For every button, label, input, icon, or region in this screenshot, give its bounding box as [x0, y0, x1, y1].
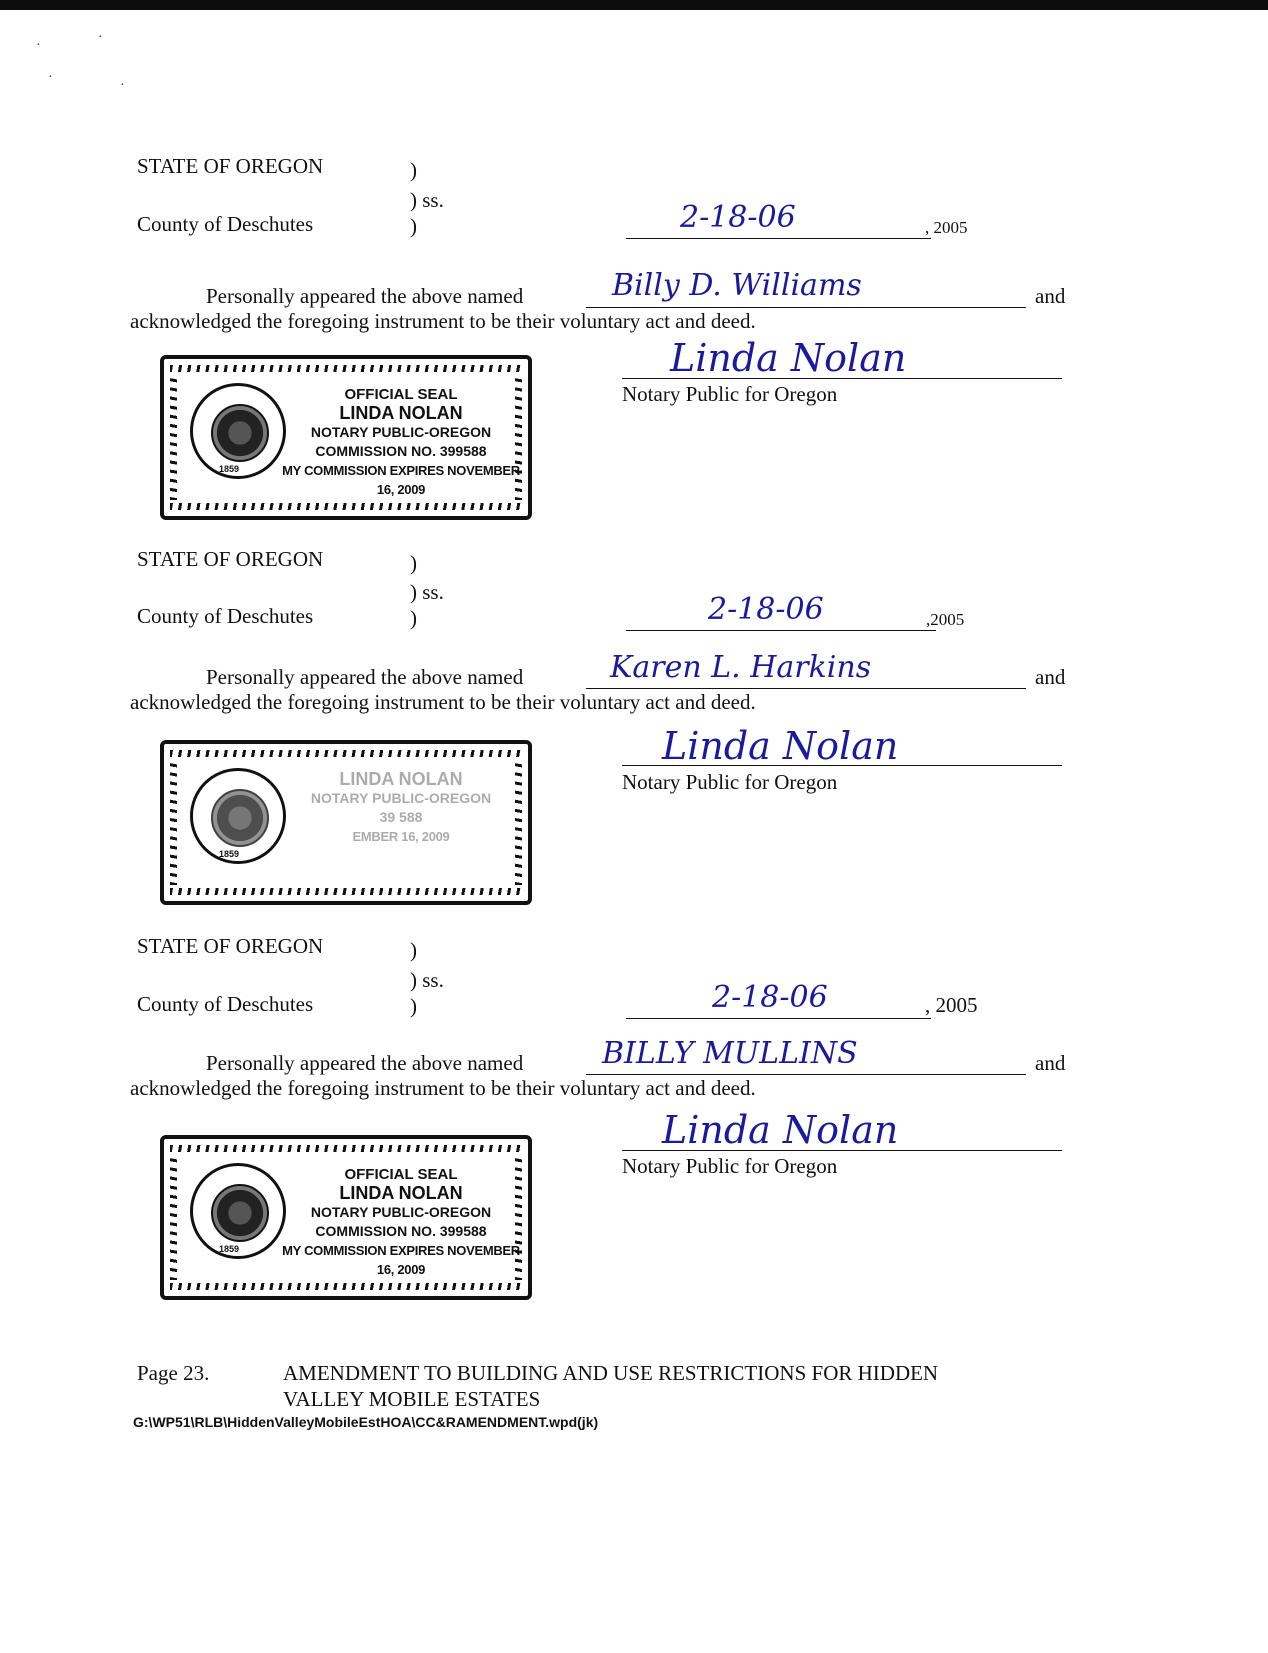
handwritten-date: 2-18-06 [712, 980, 828, 1015]
seal-title: OFFICIAL SEAL [344, 386, 458, 403]
date-line [626, 1018, 931, 1019]
ss-label: ) ss. [410, 968, 444, 992]
venue-paren: ) [410, 214, 417, 238]
name-line [586, 688, 1026, 689]
seal-expiration: EMBER 16, 2009 [352, 829, 450, 844]
notary-seal-stamp [160, 740, 532, 905]
name-line [586, 307, 1026, 308]
year-label: , 2005 [925, 993, 978, 1017]
document-title-line1: AMENDMENT TO BUILDING AND USE RESTRICTIONS FOR HIDDEN [283, 1361, 939, 1385]
venue-paren: ) [410, 994, 417, 1018]
scan-speck: · [48, 70, 53, 85]
seal-notary-name: LINDA NOLAN [339, 403, 463, 423]
notary-label: Notary Public for Oregon [622, 770, 838, 794]
state-heading: STATE OF OREGON [137, 547, 324, 571]
scan-speck: · [98, 30, 103, 45]
year-label: , 2005 [925, 218, 968, 237]
venue-paren: ) [410, 158, 417, 182]
seal-commission: COMMISSION NO. 399588 [315, 1223, 487, 1239]
scan-top-edge [0, 0, 1268, 10]
appeared-text: Personally appeared the above named [206, 1051, 524, 1075]
venue-paren: ) [410, 606, 417, 630]
county-label: County of Deschutes [137, 992, 314, 1016]
seal-commission: 39 588 [379, 809, 423, 825]
page-number: Page 23. [137, 1361, 210, 1385]
acknowledged-text: acknowledged the foregoing instrument to be their voluntary act and deed. [130, 690, 756, 714]
seal-expiration: MY COMMISSION EXPIRES NOVEMBER 16, 2009 [282, 463, 520, 497]
county-label: County of Deschutes [137, 212, 314, 236]
ss-label: ) ss. [410, 188, 444, 212]
notary-seal-stamp [160, 1135, 532, 1300]
seal-title: OFFICIAL SEAL [344, 1166, 458, 1183]
handwritten-date: 2-18-06 [708, 592, 824, 627]
year-label: ,2005 [926, 610, 965, 629]
acknowledged-text: acknowledged the foregoing instrument to be their voluntary act and deed. [130, 1076, 756, 1100]
date-line [626, 238, 931, 239]
seal-emblem-year: 1859 [219, 1244, 240, 1254]
seal-emblem-year: 1859 [219, 849, 240, 859]
notary-signature: Linda Nolan [662, 1108, 899, 1152]
notary-label: Notary Public for Oregon [622, 382, 838, 406]
appeared-text: Personally appeared the above named [206, 665, 524, 689]
date-line [626, 630, 936, 631]
county-label: County of Deschutes [137, 604, 314, 628]
and-label: and [1035, 665, 1066, 689]
seal-notary-name: LINDA NOLAN [339, 1183, 463, 1203]
scan-speck: · [36, 38, 41, 53]
ss-label: ) ss. [410, 580, 444, 604]
document-title-line2: VALLEY MOBILE ESTATES [283, 1387, 541, 1411]
handwritten-name: BILLY MULLINS [602, 1036, 858, 1071]
seal-role: NOTARY PUBLIC-OREGON [310, 424, 492, 440]
acknowledged-text: acknowledged the foregoing instrument to be their voluntary act and deed. [130, 309, 756, 333]
notary-label: Notary Public for Oregon [622, 1154, 838, 1178]
notary-signature: Linda Nolan [670, 336, 907, 380]
handwritten-name: Billy D. Williams [612, 268, 862, 303]
seal-role: NOTARY PUBLIC-OREGON [310, 790, 492, 806]
and-label: and [1035, 284, 1066, 308]
handwritten-name: Karen L. Harkins [610, 650, 872, 685]
state-heading: STATE OF OREGON [137, 934, 324, 958]
file-path: G:\WP51\RLB\HiddenValleyMobileEstHOA\CC&RAMENDMENT.wpd(jk) [133, 1414, 599, 1430]
seal-expiration: MY COMMISSION EXPIRES NOVEMBER 16, 2009 [282, 1243, 520, 1277]
state-heading: STATE OF OREGON [137, 154, 324, 178]
venue-paren: ) [410, 551, 417, 575]
seal-commission: COMMISSION NO. 399588 [315, 443, 487, 459]
venue-paren: ) [410, 938, 417, 962]
notary-seal-stamp [160, 355, 532, 520]
appeared-text: Personally appeared the above named [206, 284, 524, 308]
scan-speck: · [120, 78, 125, 93]
seal-role: NOTARY PUBLIC-OREGON [310, 1204, 492, 1220]
name-line [586, 1074, 1026, 1075]
handwritten-date: 2-18-06 [680, 200, 796, 235]
and-label: and [1035, 1051, 1066, 1075]
seal-emblem-year: 1859 [219, 464, 240, 474]
notary-signature: Linda Nolan [662, 724, 899, 768]
seal-notary-name: LINDA NOLAN [339, 769, 463, 789]
